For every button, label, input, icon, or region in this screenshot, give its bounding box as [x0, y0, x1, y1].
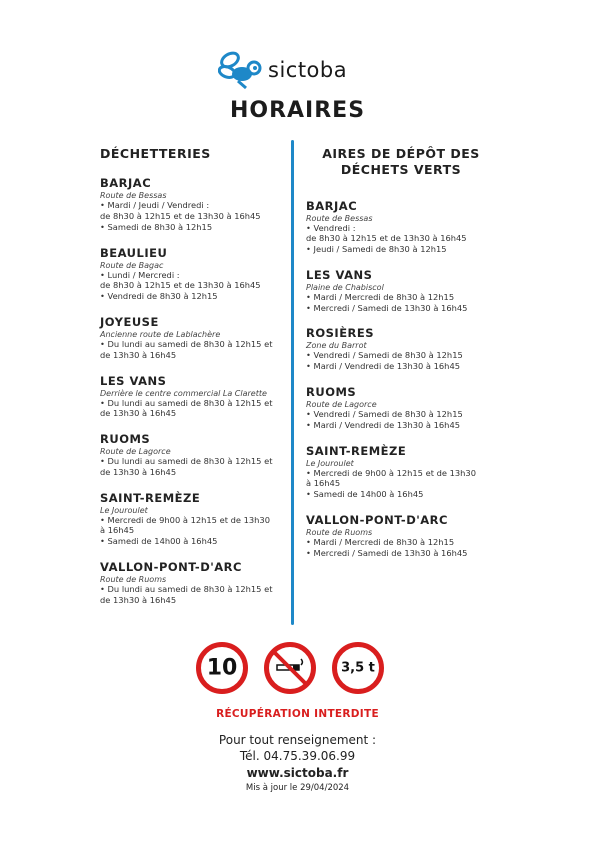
- no-smoking-sign: [264, 642, 316, 694]
- site-location: Route de Bessas: [100, 191, 167, 201]
- site-location: Route de Lagorce: [100, 447, 171, 457]
- schedule-line: de 8h30 à 12h15 et de 13h30 à 16h45: [100, 280, 261, 291]
- site-name: VALLON-PONT-D'ARC: [306, 512, 448, 527]
- site-location: Route de Ruoms: [306, 527, 373, 537]
- schedule-line: • Du lundi au samedi de 8h30 à 12h15 et: [100, 456, 273, 467]
- schedule-line: • Du lundi au samedi de 8h30 à 12h15 et: [100, 338, 273, 349]
- schedule-line: • Mercredi / Samedi de 13h30 à 16h45: [306, 547, 468, 558]
- site-block: [100, 432, 290, 478]
- site-block: [306, 199, 496, 255]
- site-block: [306, 326, 496, 372]
- schedule-line: • Mardi / Vendredi de 13h30 à 16h45: [306, 419, 460, 430]
- schedule-line: • Du lundi au samedi de 8h30 à 12h15 et: [100, 397, 273, 408]
- site-location: Route de Bagac: [100, 260, 164, 270]
- site-name: LES VANS: [100, 373, 167, 388]
- schedule-line: • Mercredi / Samedi de 13h30 à 16h45: [306, 302, 468, 313]
- dechets-verts-heading: [306, 146, 496, 179]
- site-block: [306, 444, 496, 500]
- prohibition-signs: [0, 642, 595, 702]
- site-name: RUOMS: [100, 432, 151, 447]
- site-name: BARJAC: [306, 198, 358, 213]
- site-location: Route de Lagorce: [306, 399, 377, 409]
- site-name: SAINT-REMÈZE: [306, 443, 407, 458]
- site-block: [100, 560, 290, 606]
- schedule-line: • Samedi de 14h00 à 16h45: [100, 536, 218, 547]
- brand-name: sictoba: [268, 58, 348, 82]
- site-name: JOYEUSE: [100, 314, 159, 329]
- column-divider: [291, 140, 294, 625]
- contact-phone: Tél. 04.75.39.06.99: [239, 749, 356, 763]
- heading-line2: DÉCHETS VERTS: [340, 162, 462, 178]
- schedule-line: • Vendredi de 8h30 à 12h15: [100, 291, 218, 302]
- site-block: [306, 268, 496, 314]
- schedule-line: • Mardi / Jeudi / Vendredi :: [100, 200, 210, 211]
- speed-limit-sign: [196, 642, 248, 694]
- schedule-line: à 16h45: [306, 478, 341, 489]
- schedule-line: • Vendredi / Samedi de 8h30 à 12h15: [306, 408, 463, 419]
- contact-block: [0, 733, 595, 793]
- site-block: [100, 176, 290, 232]
- schedule-line: • Vendredi / Samedi de 8h30 à 12h15: [306, 350, 463, 361]
- site-block: [100, 315, 290, 361]
- schedule-line: • Vendredi :: [306, 222, 356, 233]
- speed-limit-value: 10: [206, 655, 238, 681]
- site-name: SAINT-REMÈZE: [100, 490, 201, 505]
- schedule-line: de 13h30 à 16h45: [100, 594, 177, 605]
- site-block: [306, 513, 496, 559]
- site-name: VALLON-PONT-D'ARC: [100, 559, 242, 574]
- schedule-line: • Du lundi au samedi de 8h30 à 12h15 et: [100, 583, 273, 594]
- site-location: Derrière le centre commercial La Clarette: [100, 388, 267, 398]
- schedule-line: • Mercredi de 9h00 à 12h15 et de 13h30: [100, 514, 270, 525]
- page-title: HORAIRES: [229, 98, 366, 123]
- site-location: Plaine de Chabiscol: [306, 282, 384, 292]
- schedule-line: • Samedi de 14h00 à 16h45: [306, 489, 424, 500]
- site-block: [100, 491, 290, 547]
- schedule-line: à 16h45: [100, 525, 135, 536]
- schedule-line: de 13h30 à 16h45: [100, 408, 177, 419]
- site-block: [100, 246, 290, 302]
- site-location: Le Jouroulet: [100, 505, 148, 515]
- heading-line1: AIRES DE DÉPÔT DES: [322, 146, 480, 161]
- site-name: BEAULIEU: [100, 245, 168, 260]
- site-block: [306, 385, 496, 431]
- site-location: Route de Bessas: [306, 213, 373, 223]
- schedule-line: • Mardi / Mercredi de 8h30 à 12h15: [306, 536, 455, 547]
- site-name: RUOMS: [306, 384, 357, 399]
- schedule-line: • Samedi de 8h30 à 12h15: [100, 221, 213, 232]
- dechetteries-column: [100, 146, 290, 619]
- dechets-verts-column: [306, 146, 496, 571]
- site-name: BARJAC: [100, 176, 152, 191]
- website-link[interactable]: www.sictoba.fr: [246, 766, 349, 780]
- site-location: Zone du Barrot: [306, 341, 367, 351]
- schedule-line: de 13h30 à 16h45: [100, 466, 177, 477]
- schedule-line: de 13h30 à 16h45: [100, 349, 177, 360]
- update-date: Mis à jour le 29/04/2024: [245, 783, 350, 793]
- site-location: Route de Ruoms: [100, 574, 167, 584]
- schedule-line: • Lundi / Mercredi :: [100, 269, 180, 280]
- site-location: Ancienne route de Lablachère: [100, 329, 221, 339]
- schedule-line: • Mardi / Vendredi de 13h30 à 16h45: [306, 361, 460, 372]
- schedule-line: de 8h30 à 12h15 et de 13h30 à 16h45: [100, 211, 261, 222]
- schedule-line: de 8h30 à 12h15 et de 13h30 à 16h45: [306, 233, 467, 244]
- recuperation-notice: RÉCUPÉRATION INTERDITE: [216, 708, 379, 720]
- weight-limit-value: 3,5 t: [341, 660, 375, 676]
- schedule-line: • Mardi / Mercredi de 8h30 à 12h15: [306, 291, 455, 302]
- bee-icon: [218, 48, 264, 90]
- schedule-line: • Mercredi de 9h00 à 12h15 et de 13h30: [306, 467, 476, 478]
- contact-intro: Pour tout renseignement :: [218, 733, 377, 747]
- sictoba-logo: [218, 46, 368, 92]
- weight-limit-sign: [332, 642, 384, 694]
- schedule-line: • Jeudi / Samedi de 8h30 à 12h15: [306, 244, 447, 255]
- site-block: [100, 374, 290, 420]
- site-name: ROSIÈRES: [306, 326, 375, 341]
- no-smoking-icon: [269, 647, 311, 689]
- dechetteries-heading: DÉCHETTERIES: [100, 146, 211, 161]
- site-location: Le Jouroulet: [306, 458, 354, 468]
- site-name: LES VANS: [306, 267, 373, 282]
